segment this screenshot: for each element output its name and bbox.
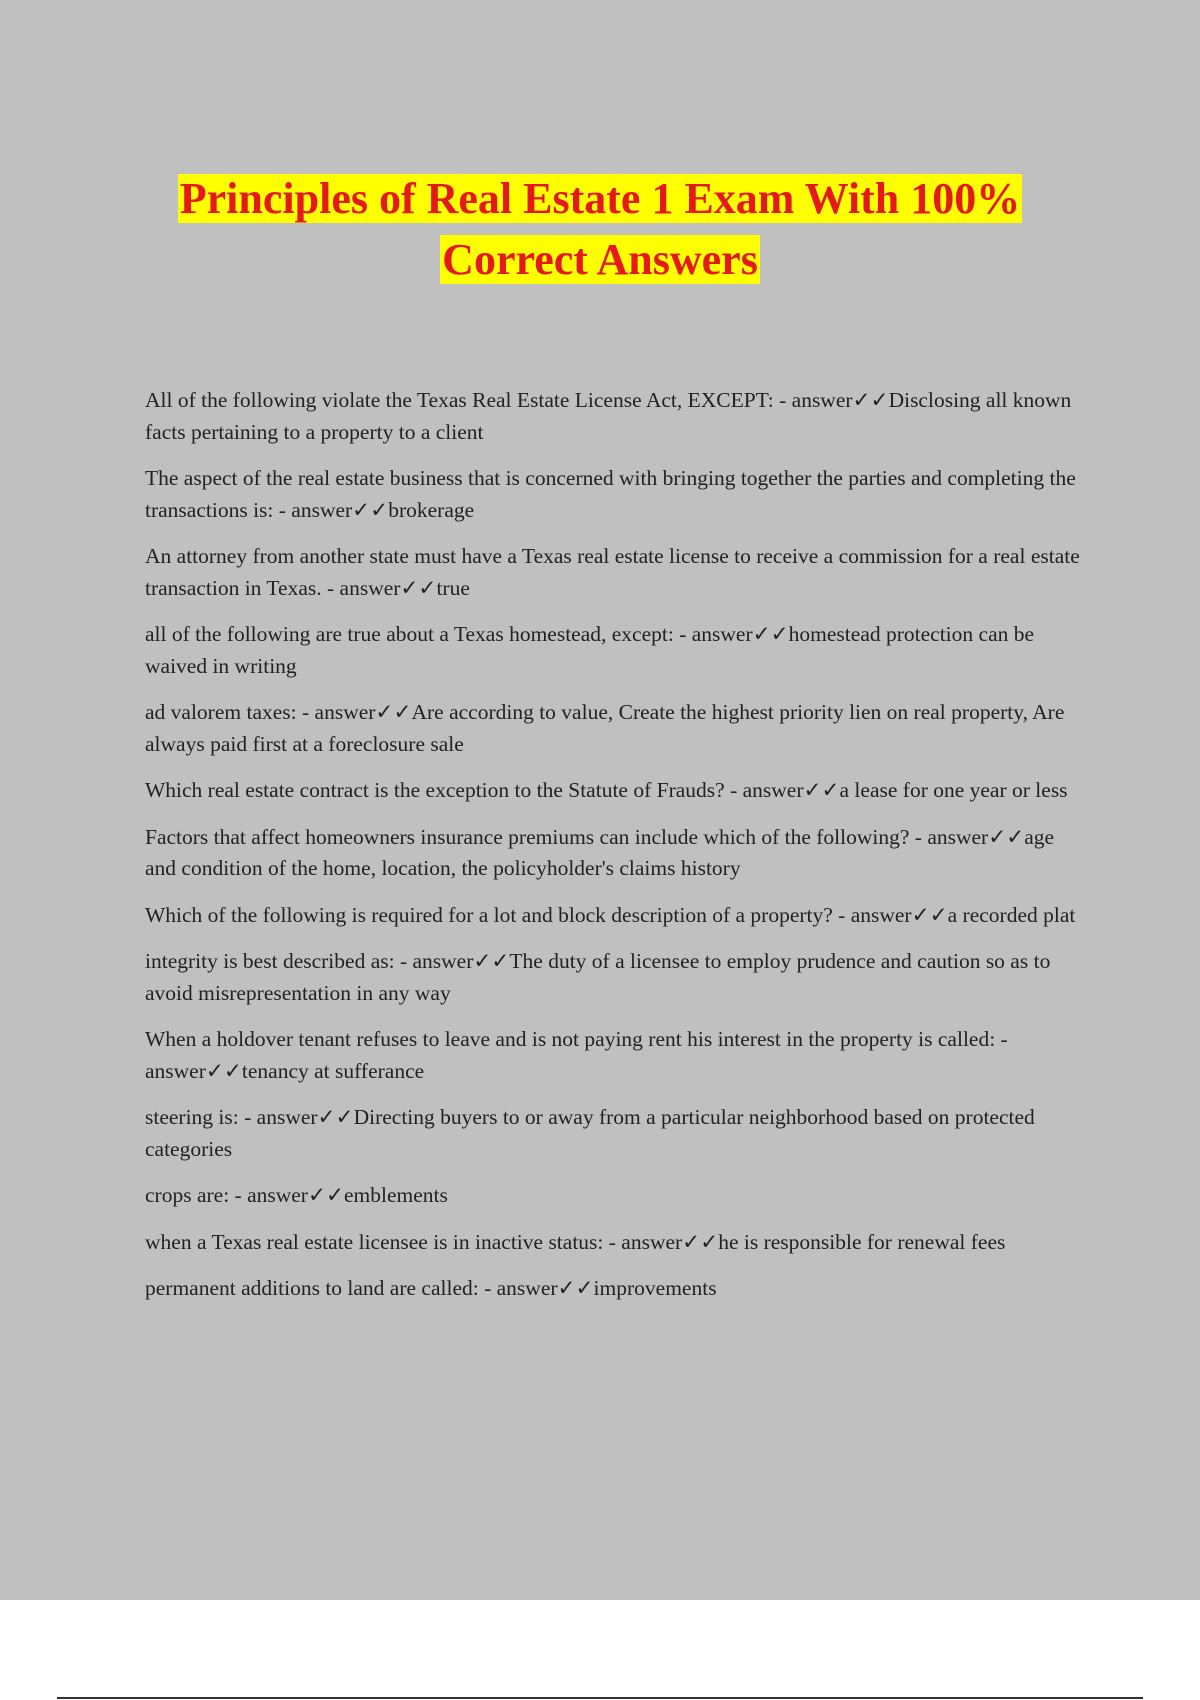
footer-divider <box>57 1697 1143 1699</box>
title-line-2: Correct Answers <box>442 235 758 284</box>
document-title <box>100 168 1100 290</box>
qa-item: An attorney from another state must have a Texas real estate license to receive a commission for a real estate transaction in Texas. - answer✓✓true <box>145 544 1080 600</box>
qa-item: All of the following violate the Texas Real Estate License Act, EXCEPT: - answer✓✓Disclosing all known facts pertaining to a property to a client <box>145 388 1072 444</box>
title-line-1: Principles of Real Estate 1 Exam With 100% <box>179 174 1021 223</box>
qa-item: Factors that affect homeowners insurance premiums can include which of the following? - answer✓✓age and condition of the home, location, the policyholder's claims history <box>145 824 1055 880</box>
qa-item: ad valorem taxes: - answer✓✓Are according to value, Create the highest priority lien on real property, Are always paid first at a foreclosure sale <box>145 700 1065 756</box>
qa-item: crops are: - answer✓✓emblements <box>145 1183 448 1207</box>
qa-item: Which real estate contract is the exception to the Statute of Frauds? - answer✓✓a lease for one year or less <box>145 778 1068 802</box>
qa-item: all of the following are true about a Texas homestead, except: - answer✓✓homestead protection can be waived in writing <box>145 622 1035 678</box>
qa-item: integrity is best described as: - answer✓✓The duty of a licensee to employ prudence and caution so as to avoid misrepresentation in any way <box>145 949 1051 1005</box>
qa-item: permanent additions to land are called: - answer✓✓improvements <box>145 1276 717 1300</box>
qa-item: Which of the following is required for a lot and block description of a property? - answer✓✓a recorded plat <box>145 902 1076 927</box>
qa-item: steering is: - answer✓✓Directing buyers to or away from a particular neighborhood based on protected categories <box>145 1105 1035 1161</box>
question-answer-list <box>145 385 1090 1320</box>
qa-item: when a Texas real estate licensee is in inactive status: - answer✓✓he is responsible for renewal fees <box>145 1229 1006 1254</box>
qa-item: The aspect of the real estate business that is concerned with bringing together the parties and completing the transactions is: - answer✓✓brokerage <box>145 466 1076 522</box>
qa-item: When a holdover tenant refuses to leave and is not paying rent his interest in the property is called: - answer✓✓tenancy at sufferance <box>145 1027 1008 1083</box>
